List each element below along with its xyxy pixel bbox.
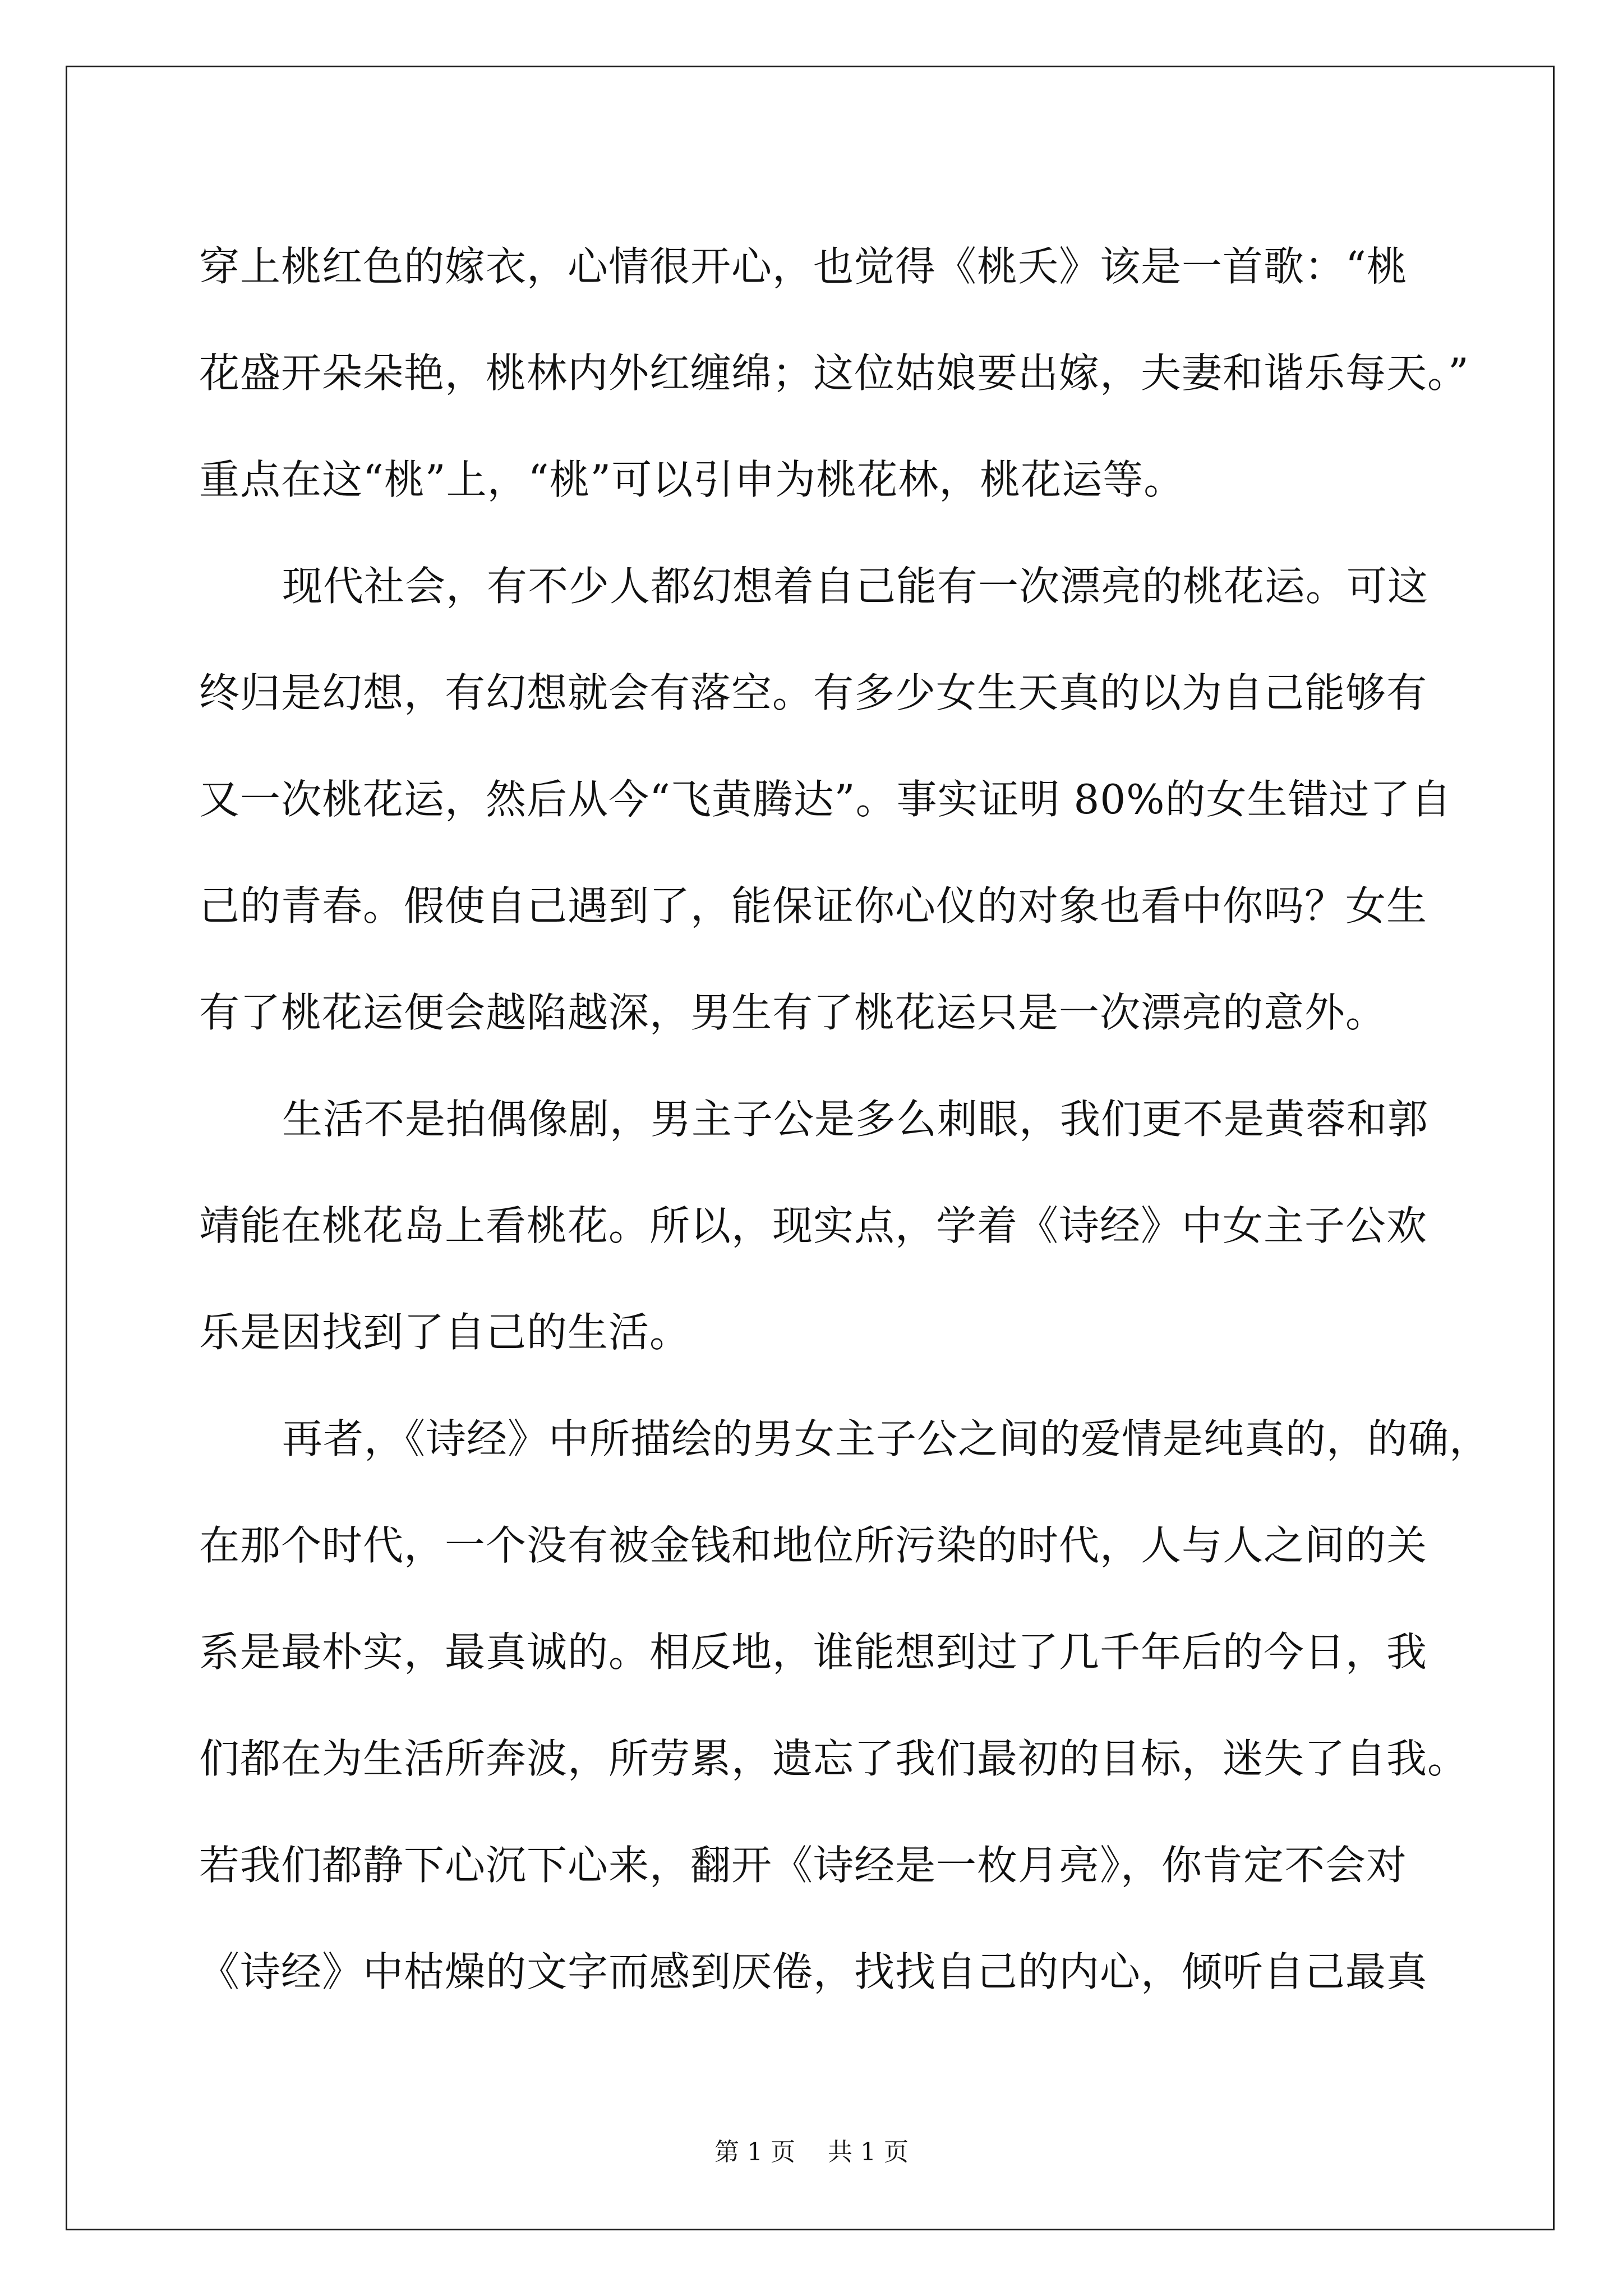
text-line-5: 终归是幻想，有幻想就会有落空。有多少女生天真的以为自己能够有 — [199, 669, 1428, 716]
text-line-1: 穿上桃红色的嫁衣，心情很开心，也觉得《桃夭》该是一首歌：“桃 — [199, 243, 1408, 290]
text-line-12: 再者，《诗经》中所描绘的男女主子公之间的爱情是纯真的，的确， — [282, 1415, 1491, 1462]
document-body — [199, 213, 1491, 2025]
text-line-9: 生活不是拍偶像剧，男主子公是多么刺眼，我们更不是黄蓉和郭 — [282, 1096, 1429, 1143]
page-footer — [0, 2132, 1623, 2168]
text-line-11: 乐是因找到了自己的生活。 — [199, 1309, 691, 1356]
text-line-3: 重点在这“桃”上，“桃”可以引申为桃花林，桃花运等。 — [199, 456, 1185, 503]
text-line-17: 《诗经》中枯燥的文字而感到厌倦，找找自己的内心，倾听自己最真 — [199, 1948, 1428, 1995]
text-line-8: 有了桃花运便会越陷越深，男生有了桃花运只是一次漂亮的意外。 — [199, 989, 1387, 1036]
text-line-6: 又一次桃花运，然后从今“飞黄腾达”。事实证明 80%的女生错过了自 — [199, 776, 1452, 823]
text-line-16: 若我们都静下心沉下心来，翻开《诗经是一枚月亮》，你肯定不会对 — [199, 1842, 1408, 1889]
text-line-15: 们都在为生活所奔波，所劳累，遗忘了我们最初的目标，迷失了自我。 — [199, 1735, 1469, 1782]
page-total: 共 1 页 — [828, 2138, 909, 2166]
page-number: 第 1 页 — [714, 2138, 795, 2166]
text-line-7: 己的青春。假使自己遇到了，能保证你心仪的对象也看中你吗？女生 — [199, 882, 1428, 930]
text-line-13: 在那个时代，一个没有被金钱和地位所污染的时代，人与人之间的关 — [199, 1522, 1428, 1569]
text-line-2: 花盛开朵朵艳，桃林内外红缠绵；这位姑娘要出嫁，夫妻和谐乐每天。” — [199, 349, 1469, 397]
text-line-14: 系是最朴实，最真诚的。相反地，谁能想到过了几千年后的今日，我 — [199, 1628, 1428, 1676]
text-line-10: 靖能在桃花岛上看桃花。所以，现实点，学着《诗经》中女主子公欢 — [199, 1202, 1428, 1249]
text-line-4: 现代社会，有不少人都幻想着自己能有一次漂亮的桃花运。可这 — [282, 563, 1429, 610]
